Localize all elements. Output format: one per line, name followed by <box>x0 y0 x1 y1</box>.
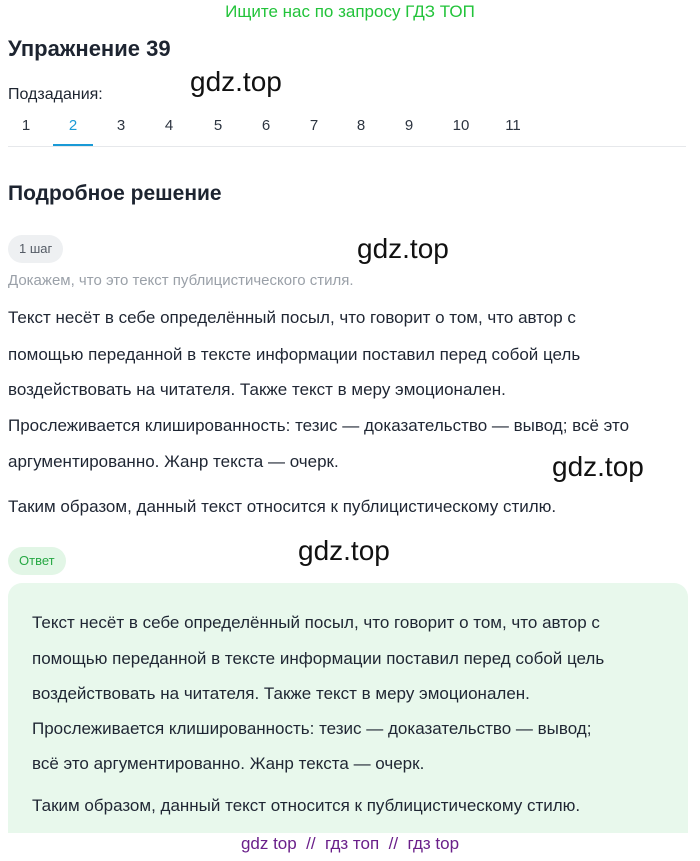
solution-heading: Подробное решение <box>8 182 222 205</box>
footer-watermark: gdz top // гдз топ // гдз top <box>240 834 460 853</box>
subtask-tab-7[interactable]: 7 <box>309 117 319 134</box>
subtask-tab-8[interactable]: 8 <box>356 117 366 134</box>
solution-line: аргументированно. Жанр текста — очерк. <box>8 452 339 471</box>
subtask-tab-10[interactable]: 10 <box>452 117 470 134</box>
answer-badge: Ответ <box>8 547 66 575</box>
answer-box <box>8 583 688 833</box>
answer-line: помощью переданной в тексте информации поставил перед собой цель <box>32 649 605 668</box>
page-title: Упражнение 39 <box>8 36 171 61</box>
search-banner: Ищите нас по запросу ГДЗ ТОП <box>225 2 475 21</box>
watermark: gdz.top <box>357 233 449 264</box>
tabs-divider <box>8 146 686 147</box>
subtask-tab-5[interactable]: 5 <box>213 117 223 134</box>
subtask-tab-9[interactable]: 9 <box>404 117 414 134</box>
subtask-tab-2[interactable]: 2 <box>53 106 93 146</box>
answer-conclusion: Таким образом, данный текст относится к публицистическому стилю. <box>32 796 581 815</box>
subtask-tab-11[interactable]: 11 <box>505 117 521 134</box>
step-badge: 1 шаг <box>8 235 63 263</box>
subtasks-label: Подзадания: <box>8 86 103 103</box>
step-hint: Докажем, что это текст публицистического стиля. <box>8 272 354 289</box>
answer-line: Текст несёт в себе определённый посыл, что говорит о том, что автор с <box>32 613 600 632</box>
solution-line: помощью переданной в тексте информации поставил перед собой цель <box>8 345 581 364</box>
solution-line: Прослеживается клишированность: тезис — доказательство — вывод; всё это <box>8 416 630 435</box>
subtask-tab-6[interactable]: 6 <box>261 117 271 134</box>
watermark: gdz.top <box>190 66 282 97</box>
watermark: gdz.top <box>298 535 390 566</box>
subtask-tab-4[interactable]: 4 <box>164 117 174 134</box>
subtask-tabs <box>0 106 686 148</box>
answer-line: Прослеживается клишированность: тезис — доказательство — вывод; <box>32 719 592 738</box>
subtask-tab-1[interactable]: 1 <box>21 117 31 134</box>
solution-line: Текст несёт в себе определённый посыл, что говорит о том, что автор с <box>8 308 576 327</box>
solution-line: воздействовать на читателя. Также текст в меру эмоционален. <box>8 380 506 399</box>
answer-line: всё это аргументированно. Жанр текста — очерк. <box>32 754 425 773</box>
subtask-tab-3[interactable]: 3 <box>116 117 126 134</box>
solution-conclusion: Таким образом, данный текст относится к публицистическому стилю. <box>8 497 557 516</box>
watermark: gdz.top <box>552 451 644 482</box>
answer-line: воздействовать на читателя. Также текст в меру эмоционален. <box>32 684 530 703</box>
